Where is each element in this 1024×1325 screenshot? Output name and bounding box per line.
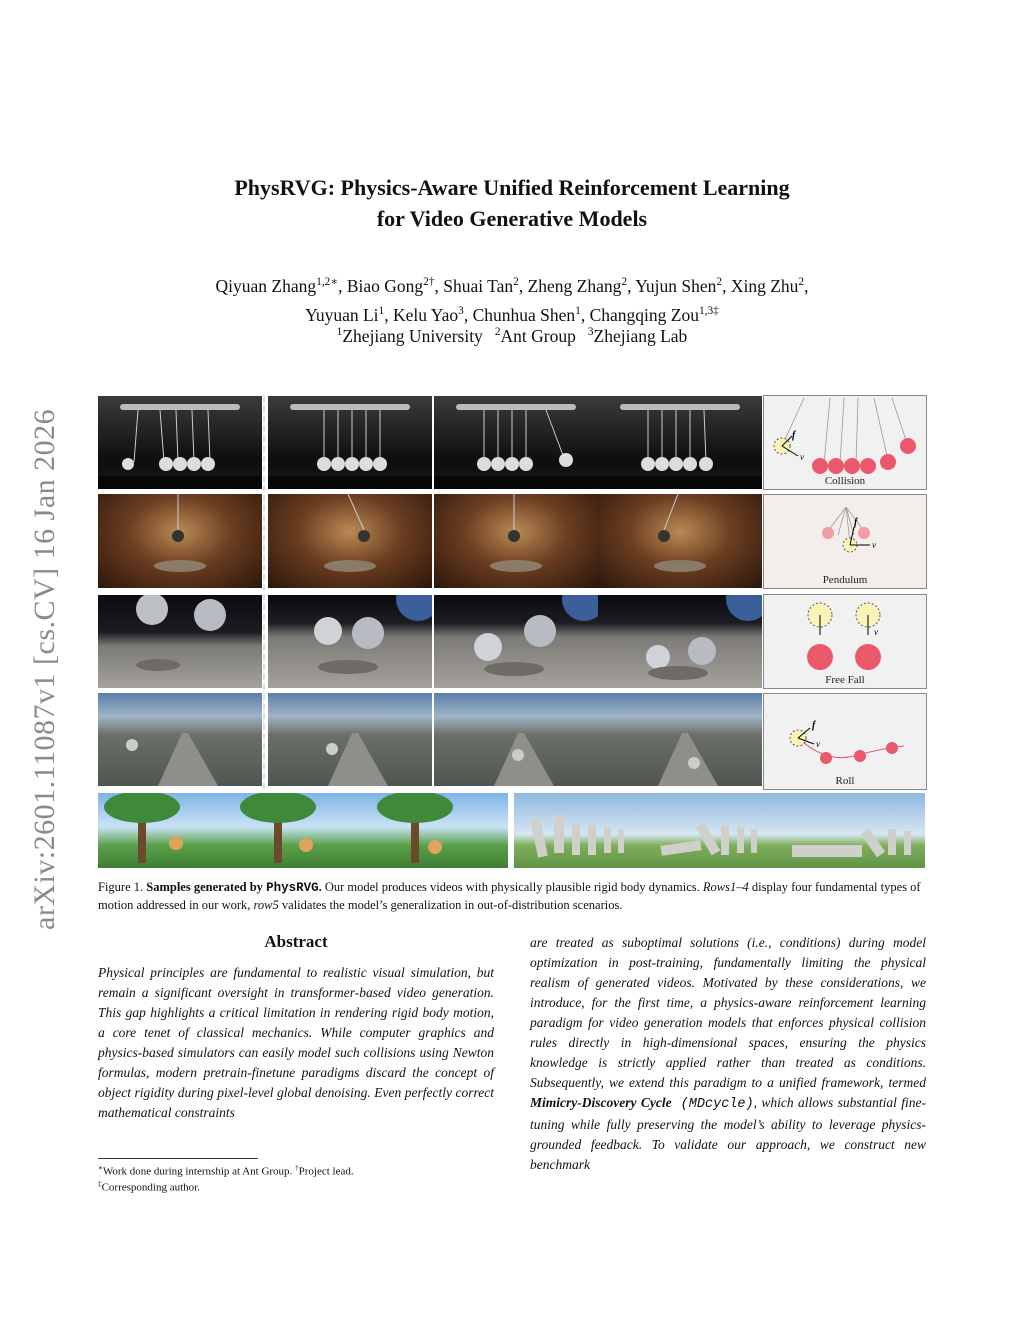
frame-row2-3 (434, 494, 598, 588)
abstract-column-2 (530, 933, 926, 1175)
frame-row4-1 (98, 693, 262, 786)
affiliation (337, 326, 483, 346)
author-separator: , (722, 275, 731, 296)
cradle-illustration (598, 396, 762, 489)
caption-text-2: display four fundamental types of motion addressed in our work, (98, 880, 921, 912)
author-name: Kelu Yao (392, 304, 459, 325)
diagram-label-roll: Roll (835, 775, 855, 787)
author-affil-mark: 2 (513, 276, 519, 288)
author-name: Chunhua Shen (472, 304, 576, 325)
footnote-1-text: Work done during internship at Ant Group. (102, 1165, 296, 1178)
abstract-col2-mono: (MDcycle) (671, 1097, 754, 1112)
footnote-1b-text: Project lead. (298, 1165, 354, 1178)
frame-row3-4 (598, 595, 762, 688)
frame-row5-5 (651, 793, 788, 868)
author-name: Xing Zhu (730, 275, 799, 296)
moon-illustration (268, 595, 432, 688)
hall-illustration (98, 494, 262, 588)
hall-illustration (598, 494, 762, 588)
footnote-2 (98, 1177, 498, 1196)
roll-diagram-illustration (764, 694, 926, 774)
diagram-freefall (763, 594, 927, 689)
frame-row1-4 (598, 396, 762, 489)
moon-illustration (598, 595, 762, 688)
diagram-collision (763, 395, 927, 490)
domino-illustration (651, 793, 788, 868)
moon-illustration (98, 595, 262, 688)
frame-row4-4 (598, 693, 762, 786)
footnote-2-text: Corresponding author. (101, 1181, 200, 1194)
frame-row1-2 (268, 396, 432, 489)
paper-title (0, 172, 1024, 234)
pendulum-diagram-illustration (764, 495, 926, 575)
affiliation-mark: 1 (336, 326, 343, 339)
affiliation-mark: 3 (587, 326, 594, 339)
affiliations (0, 326, 1024, 347)
author-separator: , (338, 275, 347, 296)
author-affil-mark: 1,3‡ (698, 304, 719, 317)
frame-row5-1 (98, 793, 234, 868)
author-affil-mark: 2 (621, 276, 628, 288)
svg-text:f: f (792, 430, 796, 441)
frame-row3-1 (98, 595, 262, 688)
domino-illustration (514, 793, 651, 868)
frame-row1-3 (434, 396, 598, 489)
author-affil-mark: 1 (378, 304, 385, 317)
author-affil-mark: 1 (575, 304, 581, 317)
frame-row3-3 (434, 595, 598, 688)
author-separator: , (384, 304, 393, 325)
author-name: Shuai Tan (443, 275, 514, 296)
author-name: Yujun Shen (635, 275, 717, 296)
frame-row2-4 (598, 494, 762, 588)
figure-caption (98, 879, 928, 914)
cradle-illustration (98, 396, 262, 489)
svg-text:v: v (872, 540, 876, 550)
author-name: Zheng Zhang (527, 275, 622, 296)
author-line-1 (0, 270, 1024, 299)
frame-row5-2 (234, 793, 371, 868)
svg-text:f: f (854, 517, 858, 528)
frame-row2-1 (98, 494, 262, 588)
valley-illustration (598, 693, 762, 786)
frame-row5-4 (514, 793, 651, 868)
diagram-pendulum (763, 494, 927, 589)
author-separator: , (804, 275, 809, 296)
diagram-label-pendulum: Pendulum (822, 574, 868, 586)
frame-row2-2 (268, 494, 432, 588)
valley-illustration (98, 693, 262, 786)
title-line-1: PhysRVG: Physics-Aware Unified Reinforcement Learning (234, 175, 790, 200)
swing-illustration (98, 793, 234, 868)
frame-row1-1 (98, 396, 262, 489)
abstract-col2-text-a: are treated as suboptimal solutions (i.e., conditions) during model optimization in post-training, fundamentally limiting the physical realism of generated videos. Motivated by these considerations, we introduce, for the first time, a physics-aware reinforcement learning paradigm for video generation models that enforces physical collision rules directly in high-dimensional spaces, ensuring the physics knowledge is strictly applied rather than treated as conditions. Subsequently, we extend this paradigm to a unified framework, termed (530, 935, 926, 1090)
cradle-illustration (268, 396, 432, 489)
valley-illustration (268, 693, 432, 786)
author-separator: , (627, 275, 636, 296)
author-name: Qiyuan Zhang (215, 275, 317, 296)
affiliation-name: Zhejiang University (342, 326, 483, 346)
diagram-label-freefall: Free Fall (825, 674, 865, 686)
caption-bold: Samples generated by (146, 880, 267, 894)
footnote-1b-mark: † (295, 1164, 299, 1172)
author-separator: , (580, 304, 590, 325)
affiliation (495, 326, 576, 346)
author-affil-mark: 2† (423, 276, 435, 288)
diagram-roll (763, 693, 927, 790)
valley-illustration (434, 693, 598, 786)
swing-illustration (371, 793, 508, 868)
affiliation-mark: 2 (494, 326, 501, 339)
hall-illustration (268, 494, 432, 588)
footnote-1-mark: ∗ (98, 1164, 103, 1172)
author-affil-mark: 3 (458, 304, 464, 317)
caption-mono: PhysRVG (266, 881, 319, 895)
figure-divider (263, 396, 265, 789)
affiliation (588, 326, 687, 346)
frame-row5-3 (371, 793, 508, 868)
caption-prefix: Figure 1. (98, 880, 147, 894)
abstract-col2-text-b: , which allows substantial fine-tuning while fully preserving the model’s ability to leverage physics-grounded feedback. To validate our approach, we construct new benchmark (530, 1095, 927, 1172)
author-line-2 (0, 299, 1024, 328)
arxiv-side-stamp: arXiv:2601.11087v1 [cs.CV] 16 Jan 2026 (28, 408, 61, 930)
caption-italic-2: row5 (253, 898, 279, 912)
caption-bold-end: . (318, 880, 322, 894)
svg-text:v: v (874, 627, 878, 637)
author-separator: , (518, 275, 528, 296)
frame-row4-3 (434, 693, 598, 786)
svg-text:v: v (800, 452, 804, 462)
title-line-2: for Video Generative Models (376, 206, 648, 231)
swing-illustration (234, 793, 371, 868)
frame-row3-2 (268, 595, 432, 688)
author-affil-mark: 2 (716, 276, 723, 288)
author-name: Biao Gong (346, 275, 424, 296)
abstract-column-1: Physical principles are fundamental to realistic visual simulation, but remain a significant oversight in transformer-based video generation. This gap highlights a critical limitation in rendering rigid body motion, a core tenet of classical mechanics. While computer graphics and physics-based simulators can easily model such collisions using Newton formulas, modern pretrain-finetune paradigms discard the concept of object rigidity during pixel-level global denoising. Even perfectly correct mathematical constraints (98, 965, 494, 1120)
moon-illustration (434, 595, 598, 688)
abstract-heading: Abstract (264, 932, 328, 951)
author-affil-mark: 2 (798, 276, 805, 288)
domino-illustration (788, 793, 925, 868)
abstract-col2-bold: Mimicry-Discovery Cycle (530, 1095, 672, 1110)
footnote-rule (98, 1158, 258, 1159)
footnote-2-mark: ‡ (98, 1180, 102, 1188)
caption-italic-1: Rows1–4 (702, 880, 749, 894)
author-name: Yuyuan Li (305, 304, 379, 325)
svg-text:v: v (816, 739, 820, 749)
freefall-diagram-illustration (764, 595, 926, 675)
author-affil-mark: 1,2∗ (316, 276, 339, 288)
caption-text-1: Our model produces videos with physically plausible rigid body dynamics. (321, 880, 703, 894)
author-separator: , (463, 304, 473, 325)
cradle-illustration (434, 396, 598, 489)
affiliation-name: Zhejiang Lab (593, 326, 688, 346)
author-separator: , (434, 275, 444, 296)
caption-text-3: validates the model’s generalization in out-of-distribution scenarios. (278, 898, 623, 912)
author-name: Changqing Zou (589, 304, 699, 325)
affiliation-name: Ant Group (500, 326, 576, 346)
svg-text:f: f (812, 720, 816, 731)
diagram-label-collision: Collision (824, 475, 866, 487)
frame-row4-2 (268, 693, 432, 786)
author-list (0, 270, 1024, 328)
collision-diagram-illustration (764, 396, 926, 476)
frame-row5-6 (788, 793, 925, 868)
hall-illustration (434, 494, 598, 588)
